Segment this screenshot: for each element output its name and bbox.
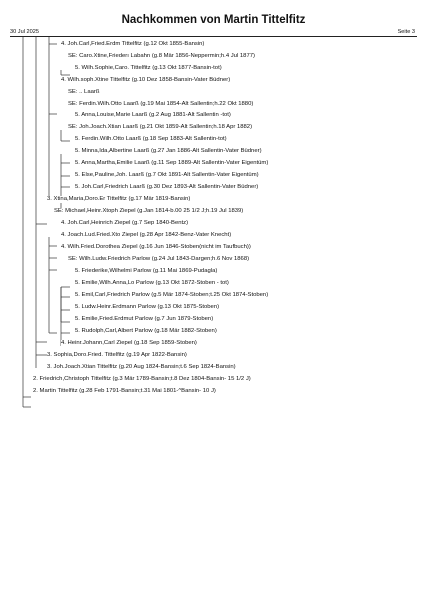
tree-entry: 4. Heinr.Johann,Carl Ziepel (g.18 Sep 1859-Stoben) [61, 340, 197, 346]
tree-entry: 5. Emilie,Wilh.Anna,Lo Parlow (g.13 Okt 1872-Stoben - tot) [75, 280, 229, 286]
page-number: Seite 3 [397, 29, 415, 35]
tree-entry: 5. Anna,Martha,Emilie Laarß (g.11 Sep 1889-Alt Sallentin-Vater Eigentüm) [75, 160, 269, 166]
tree-entry: 4. Joh.Carl,Heinrich Ziepel (g.7 Sep 1840-Bentz) [61, 220, 189, 226]
spouse-entry: SE: Ferdin.Wilh.Otto Laarß (g.19 Mai 1854-Alt Sallentin;h.22 Okt 1880) [68, 101, 254, 107]
tree-entry: 5. Wilh.Sophie,Caro. Tittelfitz (g.13 Okt 1877-Bansin-tot) [75, 65, 222, 71]
tree-entry: 5. Joh.Carl,Friedrich Laarß (g.30 Dez 1893-Alt Sallentin-Vater Büdner) [75, 184, 259, 190]
tree-entry: 4. Wilh.soph.Xtine Tittelfitz (g.10 Dez 1858-Bansin-Vater Büdner) [61, 77, 231, 83]
tree-entry: 5. Minna,Ida,Albertine Laarß (g.27 Jan 1886-Alt Sallentin-Vater Büdner) [75, 148, 262, 154]
tree-entry: 3. Joh.Joach.Xtian Tittelfitz (g.20 Aug 1824-Bansin;t.6 Sep 1824-Bansin) [47, 364, 236, 370]
tree-entry: 2. Friedrich,Christoph Tittelfitz (g.3 Mär 1789-Bansin;t.8 Dez 1804-Bansin- 15 1/2 J) [33, 376, 251, 382]
page-title: Nachkommen von Martin Tittelfitz [121, 14, 306, 26]
tree-entry: 5. Else,Pauline,Joh. Laarß (g.7 Okt 1891-Alt Sallentin-Vater Eigentüm) [75, 172, 259, 178]
spouse-entry: SE: Michael,Heinr.Xtoph Ziepel (g.Jan 1814-b.00 25 1/2 J;h.19 Jul 1839) [54, 208, 244, 214]
tree-entry: 5. Ludw.Heinr.Erdmann Parlow (g.13 Okt 1875-Stoben) [75, 304, 220, 310]
tree-entry: 5. Anna,Louise,Marie Laarß (g.2 Aug 1881-Alt Sallentin -tot) [75, 112, 231, 118]
spouse-entry: SE: Joh.Joach.Xtian Laarß (g.21 Okt 1859-Alt Sallentin;h.18 Apr 1882) [68, 124, 253, 130]
print-date: 30 Jul 2025 [10, 29, 39, 35]
tree-entry: 2. Martin Tittelfitz (g.28 Feb 1791-Bansin;t.31 Mai 1801-^Bansin- 10 J) [33, 388, 216, 394]
spouse-entry: SE: Caro.Xtine,Friederı Labahn (g.8 Mär 1856-Neppermin;h.4 Jul 1877) [68, 53, 255, 59]
spouse-entry: SE: .. Laarß [68, 89, 100, 95]
tree-entry: 5. Emilie,Fried.Erdmut Parlow (g.7 Jun 1879-Stoben) [75, 316, 214, 322]
tree-entry: 4. Joach.Lud.Fried.Xto Ziepel (g.28 Apr 1842-Benz-Vater Knecht) [61, 232, 232, 238]
tree-entry: 5. Friederike,Wilhelmi Parlow (g.11 Mai 1869-Pudagla) [75, 268, 218, 274]
tree-entry: 4. Wilh.Fried.Dorothea Ziepel (g.16 Jun 1846-Stoben(nicht im Taufbuch)) [61, 244, 251, 250]
tree-entry: 4. Joh.Carl,Fried.Erdm Tittelfitz (g.12 Okt 1855-Bansin) [61, 41, 205, 47]
tree-entry: 3. Xtina,Maria,Doro.Er Tittelfitz (g.17 Mär 1819-Bansin) [47, 196, 191, 202]
spouse-entry: SE: Wilh.Ludw.Friedrich Parlow (g.24 Jul 1843-Dargen;h.6 Nov 1868) [68, 256, 250, 262]
tree-entry: 3. Sophia,Doro.Fried. Tittelfitz (g.19 Apr 1822-Bansin) [47, 352, 187, 358]
tree-entry: 5. Emil,Carl,Friedrich Parlow (g.5 Mär 1874-Stoben;t.25 Okt 1874-Stoben) [75, 292, 269, 298]
tree-entry: 5. Ferdin.Wilh.Otto Laarß (g.18 Sep 1883-Alt Sallentin-tot) [75, 136, 227, 142]
tree-entry: 5. Rudolph,Carl,Albert Parlow (g.18 Mär 1882-Stoben) [75, 328, 217, 334]
